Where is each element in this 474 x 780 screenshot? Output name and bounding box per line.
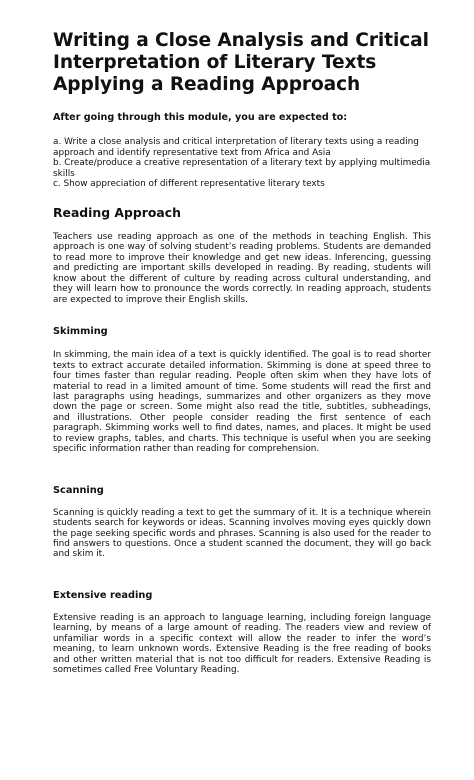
objective-item: a. Write a close analysis and critical interpretation of literary texts using a reading approach and identify representative text from Africa and Asia [53,137,419,158]
scanning-paragraph: Scanning is quickly reading a text to get the summary of it. It is a technique wherein students search for keywords or ideas. Scanning involves moving eyes quickly down the page seeking specific words and phrases. Scanning is also used for the reader to find answers to questions. Once a student scanned the document, they will go back and skim it. [53,507,431,560]
reading-approach-paragraph: Teachers use reading approach as one of the methods in teaching English. This approach is one way of solving student’s reading problems. Students are demanded to read more to improve their knowledge and get new ideas. Inferencing, guessing and predicting are important skills developed in reading. By reading, students will know about the different of culture by reading across cultural understanding, and they will learn how to pronounce the words correctly. In reading approach, students are expected to improve their English skills. [53,231,431,305]
objective-item: c. Show appreciation of different representative literary texts [53,179,325,190]
reading-approach-heading: Reading Approach [53,204,181,220]
document-title: Writing a Close Analysis and Critical Interpretation of Literary Texts Applying a Reading Approach [53,30,429,95]
objective-item: b. Create/produce a creative representation of a literary text by applying multimedia skills [53,158,431,179]
objectives-intro: After going through this module, you are expected to: [53,112,348,123]
extensive-reading-heading: Extensive reading [53,589,153,601]
document-page [53,30,431,676]
extensive-reading-paragraph: Extensive reading is an approach to language learning, including foreign language learning, by means of a large amount of reading. The readers view and review of unfamiliar words in a specific context will allow the reader to infer the word’s meaning, to learn unknown words. Extensive Reading is the free reading of books and other written material that is not too difficult for readers. Extensive Reading is sometimes called Free Voluntary Reading. [53,612,431,676]
objectives-list [53,137,431,190]
skimming-paragraph: In skimming, the main idea of a text is quickly identified. The goal is to read shorter texts to extract accurate detailed information. Skimming is done at speed three to four times faster than regular reading. People often skim when they have lots of material to read in a limited amount of time. Some students will read the first and last paragraphs using headings, summarizes and other organizers as they move down the page or screen. Some might also read the title, subtitles, subheadings, and illustrations. Other people consider reading the first sentence of each paragraph. Skimming works well to find dates, names, and places. It might be used to review graphs, tables, and charts. This technique is useful when you are seeking specific information rather than reading for comprehension. [53,350,431,455]
skimming-heading: Skimming [53,326,108,338]
scanning-heading: Scanning [53,484,104,496]
